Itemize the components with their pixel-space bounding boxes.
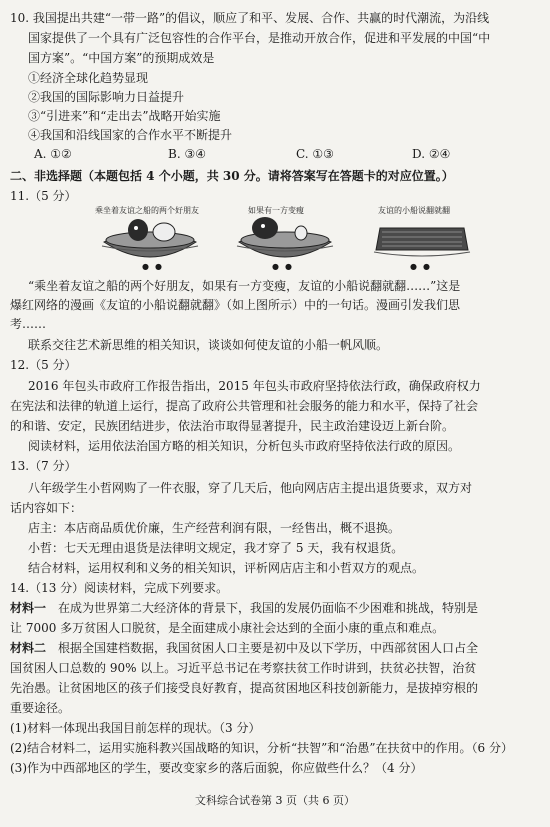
- cartoon-caption-3: 友谊的小船说翻就翻: [378, 206, 450, 215]
- q11-number: 11.（5 分）: [10, 189, 77, 203]
- q11-line-2: 爆红网络的漫画《友谊的小船说翻就翻》（如上图所示）中的一句话。漫画引发我们思: [10, 298, 461, 312]
- q13-line-4: 小哲：七天无理由退货是法律明文规定，我才穿了 5 天，我有权退货。: [28, 541, 404, 555]
- cartoon-caption-1: 乘坐着友谊之船的两个好朋友: [95, 206, 199, 215]
- q13-number: 13.（7 分）: [10, 459, 77, 473]
- q11-line-3: 考……: [10, 317, 47, 331]
- q13-line-2: 话内容如下：: [10, 501, 83, 515]
- q12-line-3: 的和谐、安定，民族团结进步，依法治市取得显著提升，民主政治建设迈上新台阶。: [10, 419, 455, 433]
- q14-subquestion-3: (3)作为中西部地区的学生，要改变家乡的落后面貌，你应做些什么？（4 分）: [10, 761, 423, 775]
- q12-line-4: 阅读材料，运用依法治国方略的相关知识，分析包头市政府坚持依法行政的原因。: [28, 439, 461, 453]
- q13-line-5: 结合材料，运用权利和义务的相关知识，评析网店店主和小哲双方的观点。: [28, 561, 425, 575]
- q10-option-d: D. ②④: [412, 147, 451, 161]
- q12-line-1: 2016 年包头市政府工作报告指出，2015 年包头市政府坚持依法行政，确保政府权力: [28, 379, 481, 393]
- cartoon-dots-2: ●●: [272, 262, 298, 271]
- q10-item-2: ②我国的国际影响力日益提升: [28, 90, 185, 104]
- q10-option-b: B. ③④: [168, 147, 206, 161]
- q10-line-2: 国家提供了一个具有广泛包容性的合作平台，是推动开放合作，促进和平发展的中国“中: [28, 31, 491, 45]
- q14-material-2-line-4: 重要途径。: [10, 701, 71, 715]
- q12-number: 12.（5 分）: [10, 358, 77, 372]
- q10-option-c: C. ①③: [296, 147, 334, 161]
- q11-line-1: “乘坐着友谊之船的两个好朋友，如果有一方变瘦，友谊的小船说翻就翻……”这是: [28, 279, 461, 293]
- q14-material-2-line-1: 根据全国建档数据，我国贫困人口主要是初中及以下学历，中西部贫困人口占全: [58, 641, 479, 655]
- q14-number: 14.（13 分）阅读材料，完成下列要求。: [10, 581, 229, 595]
- q11-line-4: 联系交往艺术新思维的相关知识，谈谈如何使友谊的小船一帆风顺。: [28, 338, 389, 352]
- q10-line-1: 10. 我国提出共建“一带一路”的倡议，顺应了和平、发展、合作、共赢的时代潮流，为沿线: [10, 11, 490, 25]
- section-2-heading: 二、非选择题（本题包括 4 个小题，共 30 分。请将答案写在答题卡的对应位置。）: [10, 169, 454, 183]
- q14-subquestion-1: (1)材料一体现出我国目前怎样的现状。（3 分）: [10, 721, 261, 735]
- q14-material-1-line-1: 在成为世界第二大经济体的背景下，我国的发展仍面临不少困难和挑战，特别是: [58, 601, 479, 615]
- q14-material-2-label: 材料二: [10, 641, 47, 655]
- q10-item-1: ①经济全球化趋势显现: [28, 71, 149, 85]
- q10-option-a: A. ①②: [34, 147, 72, 161]
- cartoon-dots-1: ●●: [142, 262, 168, 271]
- page-footer: 文科综合试卷第 3 页（共 6 页）: [195, 794, 355, 807]
- q14-subquestion-2: (2)结合材料二，运用实施科教兴国战略的知识，分析“扶智”和“治愚”在扶贫中的作用。（6 分）: [10, 741, 513, 755]
- q10-item-3: ③“引进来”和“走出去”战略开始实施: [28, 109, 221, 123]
- q12-line-2: 在宪法和法律的轨道上运行，提高了政府公共管理和社会服务的能力和水平，保持了社会: [10, 399, 479, 413]
- q10-item-4: ④我国和沿线国家的合作水平不断提升: [28, 128, 233, 142]
- q14-material-2-line-3: 先治愚。让贫困地区的孩子们接受良好教育，提高贫困地区科技创新能力，是拔掉穷根的: [10, 681, 479, 695]
- q14-material-2-line-2: 国贫困人口总数的 90% 以上。习近平总书记在考察扶贫工作时讲到，扶贫必扶智，治贫: [10, 661, 477, 675]
- q10-line-3: 国方案”。“中国方案”的预期成效是: [28, 51, 215, 65]
- cartoon-dots-3: ●●: [410, 262, 436, 271]
- q14-material-1-label: 材料一: [10, 601, 47, 615]
- q13-line-1: 八年级学生小哲网购了一件衣服，穿了几天后，他向网店店主提出退货要求，双方对: [28, 481, 473, 495]
- q13-line-3: 店主：本店商品质优价廉，生产经营利润有限，一经售出，概不退换。: [28, 521, 401, 535]
- q14-material-1-line-2: 让 7000 多万贫困人口脱贫，是全面建成小康社会达到的全面小康的重点和难点。: [10, 621, 445, 635]
- cartoon-caption-2: 如果有一方变瘦: [248, 206, 304, 215]
